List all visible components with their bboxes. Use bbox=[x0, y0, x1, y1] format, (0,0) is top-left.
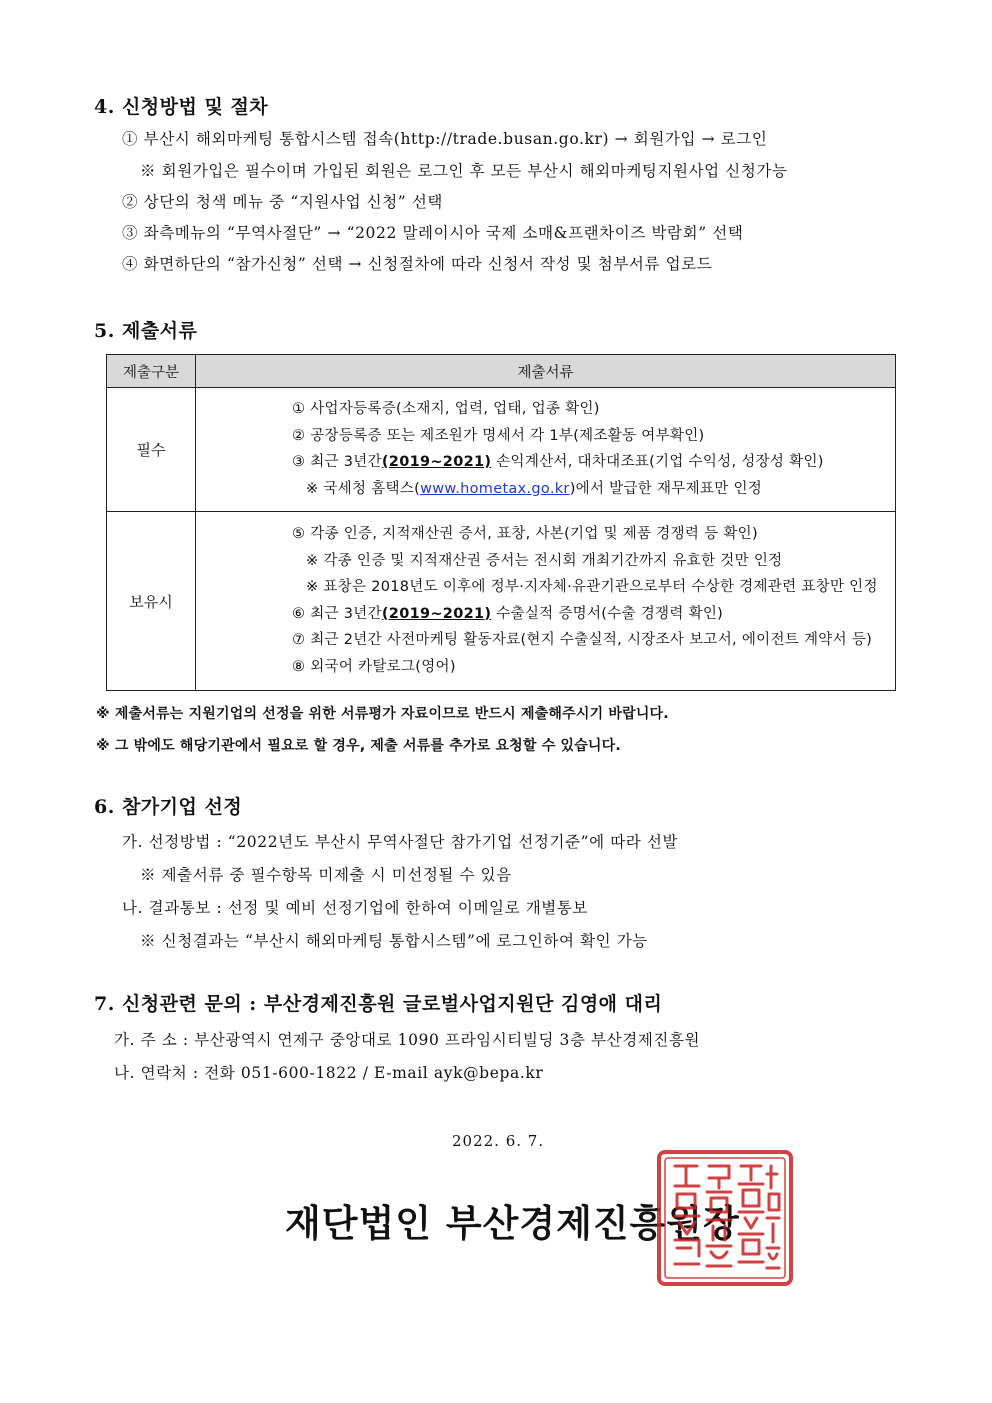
required-doc-3-years: (2019~2021) bbox=[381, 454, 492, 470]
category-optional: 보유시 bbox=[107, 512, 196, 691]
optional-doc-6-suffix: 수출실적 증명서(수출 경쟁력 확인) bbox=[491, 605, 724, 622]
optional-doc-6-years: (2019~2021) bbox=[381, 605, 492, 622]
contact-phone-email: 나. 연락처 : 전화 051-600-1822 / E-mail ayk@bepa.kr bbox=[114, 1064, 544, 1082]
required-doc-3 bbox=[292, 449, 895, 476]
header-category: 제출구분 bbox=[107, 355, 196, 388]
section-4-title: 4. 신청방법 및 절차 bbox=[94, 96, 269, 118]
section-4-step-1: ① 부산시 해외마케팅 통합시스템 접속(http://trade.busan.go.kr) → 회원가입 → 로그인 bbox=[122, 130, 768, 148]
category-required: 필수 bbox=[107, 388, 196, 512]
section-6-title: 6. 참가기업 선정 bbox=[94, 796, 243, 818]
section-4-step-2: ② 상단의 청색 메뉴 중 “지원사업 신청” 선택 bbox=[122, 193, 444, 211]
document-date: 2022. 6. 7. bbox=[452, 1132, 545, 1150]
section-6-result: 나. 결과통보 : 선정 및 예비 선정기업에 한하여 이메일로 개별통보 bbox=[122, 899, 588, 917]
section-4-step-4: ④ 화면하단의 “참가신청” 선택 → 신청절차에 따라 신청서 작성 및 첨부서류 업로드 bbox=[122, 255, 713, 273]
optional-doc-8: ⑧ 외국어 카탈로그(영어) bbox=[292, 658, 456, 675]
required-doc-3-suffix: 손익계산서, 대차대조표(기업 수익성, 성장성 확인) bbox=[491, 454, 824, 470]
required-note-suffix: )에서 발급한 재무제표만 인정 bbox=[569, 480, 763, 497]
optional-doc-5-note-1: ※ 각종 인증 및 지적재산권 증서는 전시회 개최기간까지 유효한 것만 인정 bbox=[306, 552, 783, 569]
official-seal-icon bbox=[655, 1148, 795, 1288]
required-note-prefix: ※ 국세청 홈택스( bbox=[306, 480, 421, 497]
section-5-note-1: ※ 제출서류는 지원기업의 선정을 위한 서류평가 자료이므로 반드시 제출해주시기 바랍니다. bbox=[96, 706, 669, 722]
section-4-note: ※ 회원가입은 필수이며 가입된 회원은 로그인 후 모든 부산시 해외마케팅지원사업 신청가능 bbox=[140, 162, 788, 180]
section-6-result-note: ※ 신청결과는 “부산시 해외마케팅 통합시스템”에 로그인하여 확인 가능 bbox=[140, 932, 648, 950]
section-4-step-3: ③ 좌측메뉴의 “무역사절단” → “2022 말레이시아 국제 소매&프랜차이즈 박람회” 선택 bbox=[122, 224, 744, 242]
documents-table bbox=[106, 354, 896, 691]
optional-docs-cell bbox=[196, 512, 896, 691]
required-doc-note bbox=[292, 476, 895, 503]
section-5-title: 5. 제출서류 bbox=[94, 320, 198, 342]
hometax-link[interactable]: www.hometax.go.kr bbox=[420, 480, 570, 497]
header-documents: 제출서류 bbox=[196, 355, 896, 388]
table-row-required bbox=[107, 388, 896, 512]
required-doc-1: ① 사업자등록증(소재지, 업력, 업태, 업종 확인) bbox=[292, 401, 600, 417]
required-doc-3-prefix: ③ 최근 3년간 bbox=[292, 454, 382, 470]
section-7-title: 7. 신청관련 문의 : 부산경제진흥원 글로벌사업지원단 김영애 대리 bbox=[94, 993, 663, 1015]
section-5-note-2: ※ 그 밖에도 해당기관에서 필요로 할 경우, 제출 서류를 추가로 요청할 수 있습니다. bbox=[96, 738, 621, 754]
section-6-method-note: ※ 제출서류 중 필수항목 미제출 시 미선정될 수 있음 bbox=[140, 866, 512, 884]
optional-doc-7: ⑦ 최근 2년간 사전마케팅 활동자료(현지 수출실적, 시장조사 보고서, 에이전트 계약서 등) bbox=[292, 632, 873, 648]
table-header-row bbox=[107, 355, 896, 388]
required-docs-cell bbox=[196, 388, 896, 512]
table-row-optional bbox=[107, 512, 896, 691]
optional-doc-6 bbox=[292, 601, 895, 628]
optional-doc-5: ⑤ 각종 인증, 지적재산권 증서, 표창, 사본(기업 및 제품 경쟁력 등 확인) bbox=[292, 526, 758, 542]
required-doc-2: ② 공장등록증 또는 제조원가 명세서 각 1부(제조활동 여부확인) bbox=[292, 427, 705, 444]
optional-doc-5-note-2: ※ 표창은 2018년도 이후에 정부·지자체·유관기관으로부터 수상한 경제관련 표창만 인정 bbox=[306, 579, 878, 595]
issuer-name: 재단법인 부산경제진흥원장 bbox=[285, 1202, 740, 1245]
contact-address: 가. 주 소 : 부산광역시 연제구 중앙대로 1090 프라임시티빌딩 3층 부산경제진흥원 bbox=[114, 1031, 701, 1049]
optional-doc-6-prefix: ⑥ 최근 3년간 bbox=[292, 605, 382, 622]
section-6-method: 가. 선정방법 : “2022년도 부산시 무역사절단 참가기업 선정기준”에 따라 선발 bbox=[122, 833, 679, 851]
